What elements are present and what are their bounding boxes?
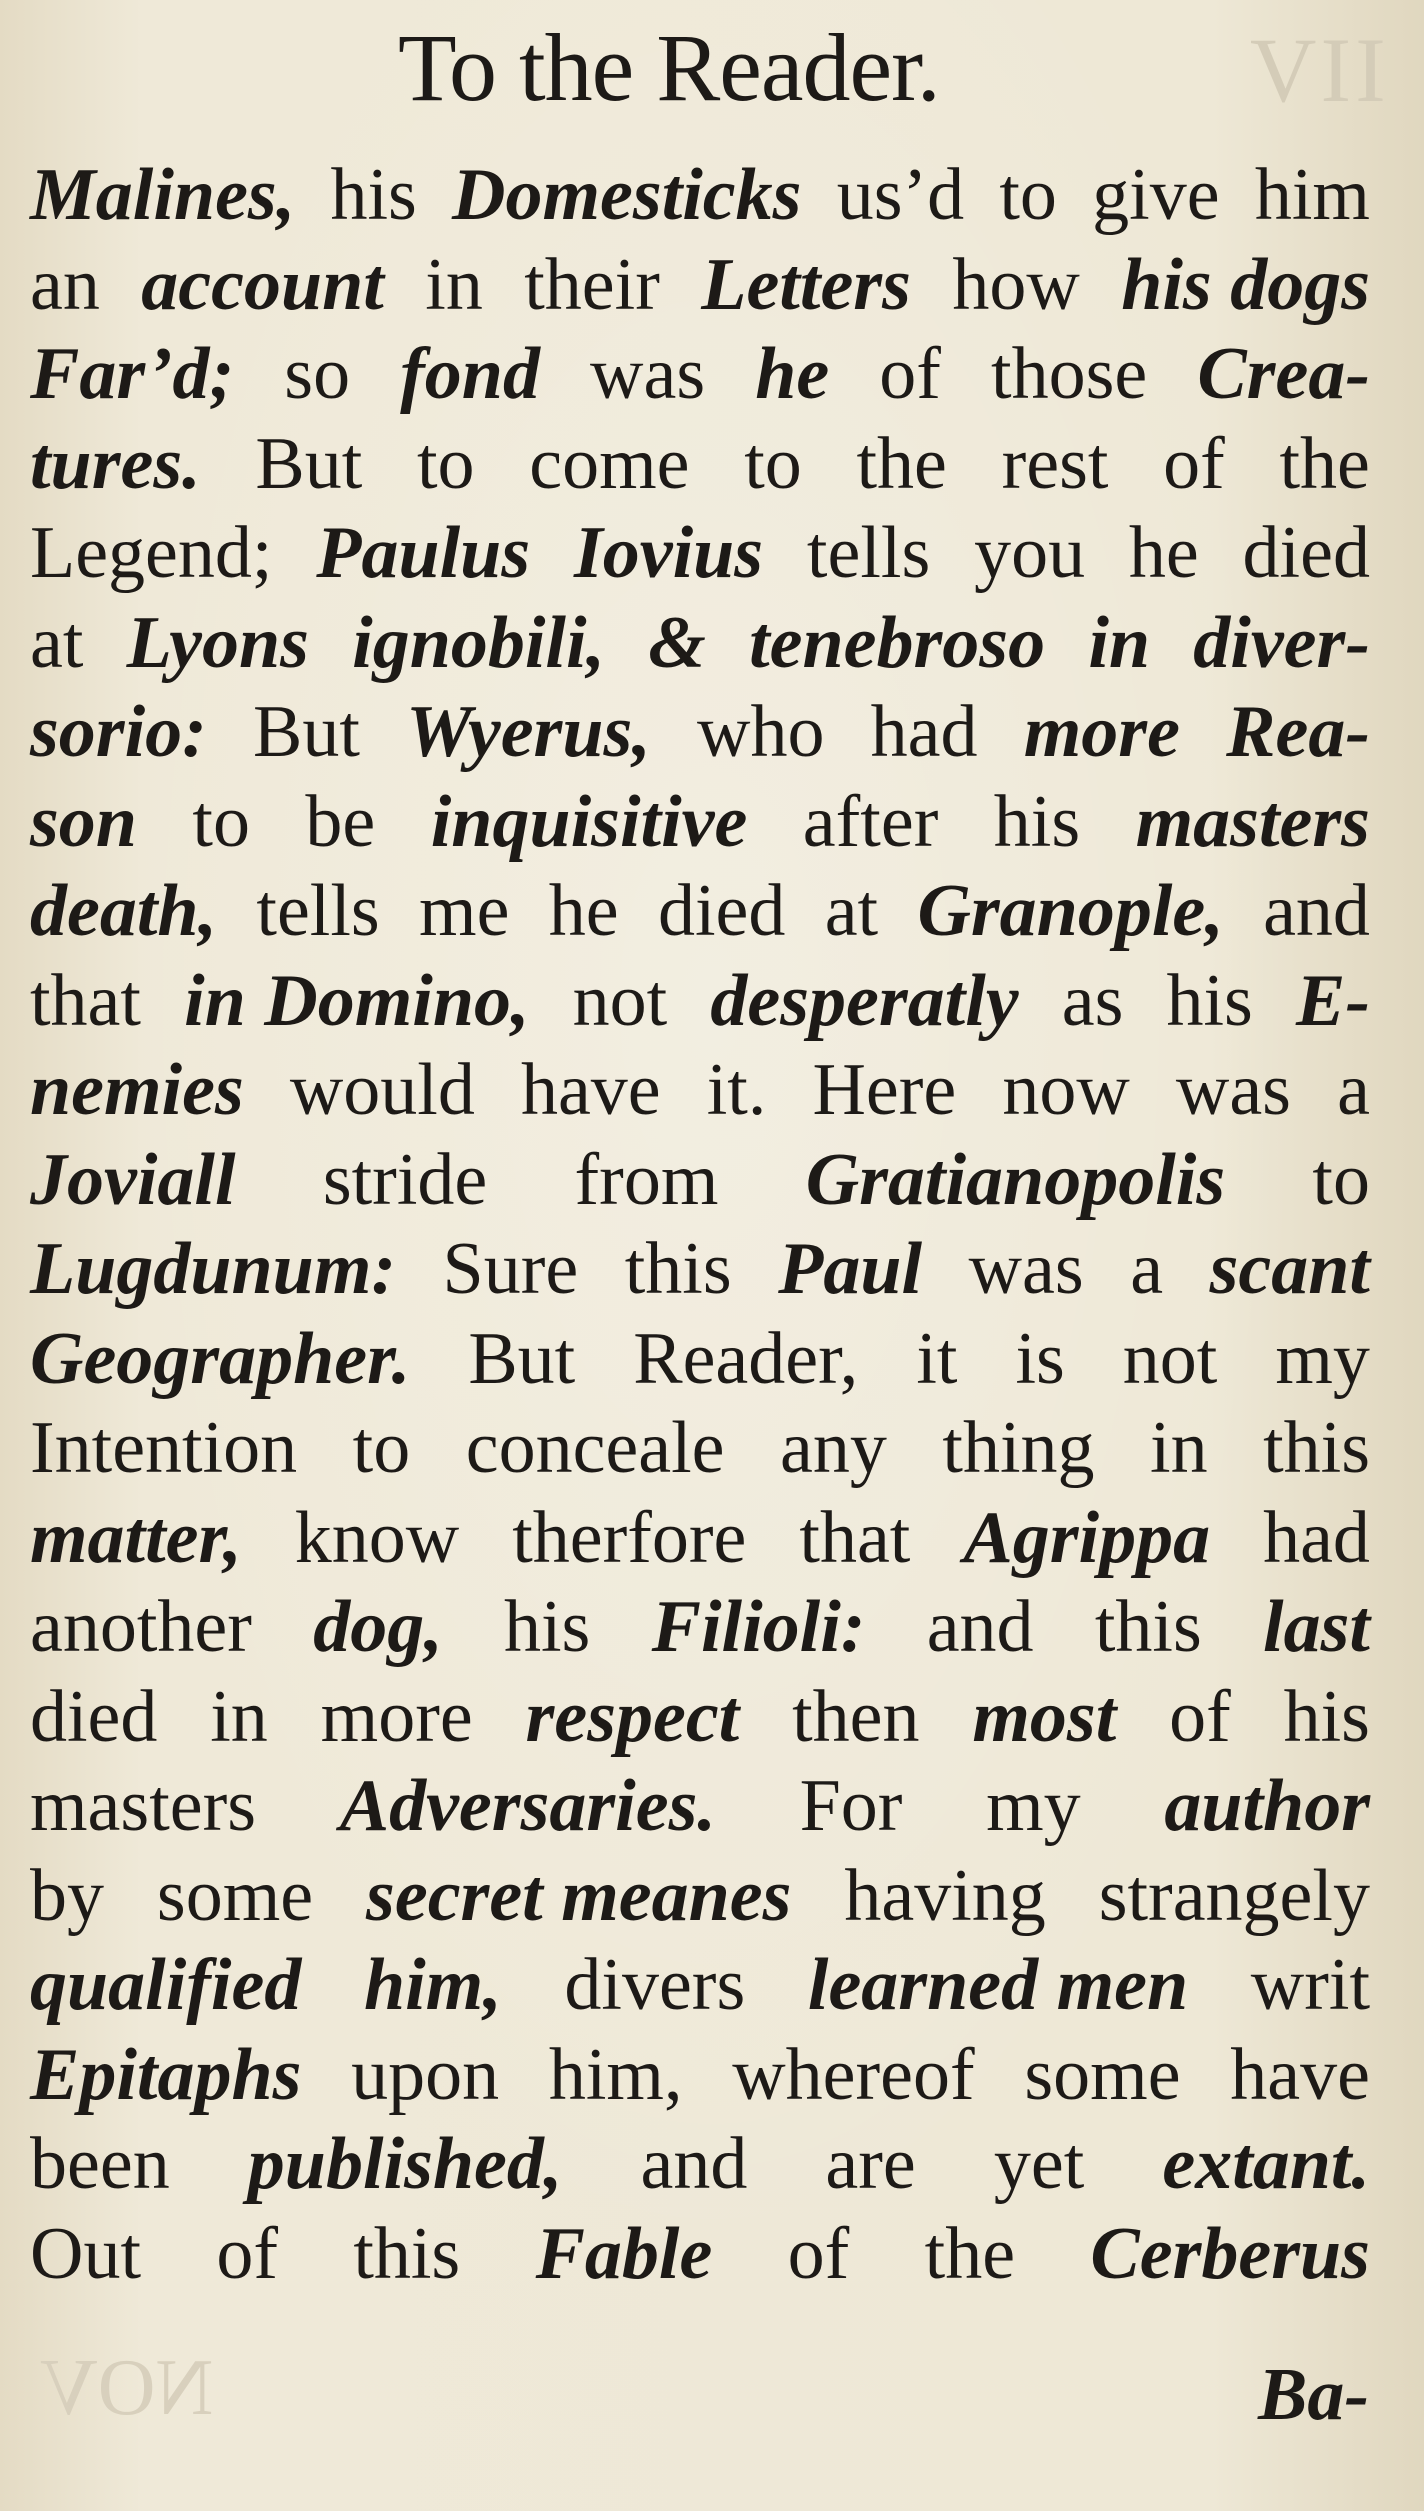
word: that bbox=[30, 960, 141, 1042]
italic-word: sorio: bbox=[30, 691, 207, 773]
text-line bbox=[30, 150, 1370, 240]
italic-word: inquisitive bbox=[430, 781, 748, 863]
word: some bbox=[156, 1855, 314, 1937]
word: having bbox=[844, 1855, 1046, 1937]
italic-word: Filioli: bbox=[651, 1586, 866, 1668]
word: But bbox=[468, 1318, 576, 1400]
text-line bbox=[30, 687, 1370, 777]
italic-word: Gratianopolis bbox=[805, 1139, 1226, 1221]
word: it bbox=[916, 1318, 958, 1400]
text-line bbox=[30, 1314, 1370, 1404]
word: Here bbox=[812, 1049, 957, 1131]
word: to bbox=[192, 781, 250, 863]
word: strangely bbox=[1098, 1855, 1370, 1937]
word: some bbox=[1024, 2034, 1181, 2116]
word: us’d bbox=[836, 154, 965, 236]
word: was bbox=[1175, 1049, 1291, 1131]
italic-word: Granople, bbox=[917, 870, 1224, 952]
word: Legend; bbox=[30, 512, 273, 594]
word: his bbox=[993, 781, 1081, 863]
text-line bbox=[30, 1851, 1370, 1941]
italic-word: in Domino, bbox=[184, 960, 530, 1042]
text-line bbox=[30, 508, 1370, 598]
word: Intention bbox=[30, 1407, 298, 1489]
word: him, bbox=[548, 2034, 683, 2116]
text-line bbox=[30, 1672, 1370, 1762]
italic-word: dog, bbox=[313, 1586, 443, 1668]
italic-word: Paulus bbox=[316, 512, 531, 594]
text-line bbox=[30, 1582, 1370, 1672]
word: as bbox=[1061, 960, 1124, 1042]
catchword: Ba- bbox=[1258, 2354, 1369, 2436]
word: tells bbox=[256, 870, 380, 952]
italic-word: Letters bbox=[701, 244, 911, 326]
word: For bbox=[799, 1765, 903, 1847]
italic-word: Agrippa bbox=[963, 1497, 1211, 1579]
word: the bbox=[924, 2213, 1016, 2295]
word: yet bbox=[993, 2123, 1085, 2205]
text-line bbox=[30, 2209, 1370, 2299]
word: upon bbox=[351, 2034, 500, 2116]
word: have bbox=[1230, 2034, 1370, 2116]
text-line bbox=[30, 1403, 1370, 1493]
word: have bbox=[520, 1049, 661, 1131]
italic-word: Wyerus, bbox=[406, 691, 651, 773]
word: his bbox=[1166, 960, 1253, 1042]
word: in bbox=[425, 244, 483, 326]
italic-word: last bbox=[1263, 1586, 1370, 1668]
word: of bbox=[1169, 1676, 1231, 1758]
italic-word: Far’d; bbox=[30, 333, 235, 415]
italic-word: Iovius bbox=[573, 512, 764, 594]
text-line bbox=[30, 1493, 1370, 1583]
text-line bbox=[30, 1045, 1370, 1135]
italic-word: nemies bbox=[30, 1049, 244, 1131]
word: died bbox=[657, 870, 786, 952]
text-line bbox=[30, 2030, 1370, 2120]
italic-word: Fable bbox=[535, 2213, 713, 2295]
italic-word: most bbox=[972, 1676, 1117, 1758]
word: you bbox=[974, 512, 1086, 594]
word: and bbox=[1263, 870, 1370, 952]
word: tells bbox=[806, 512, 931, 594]
word: me bbox=[419, 870, 510, 952]
word: therfore bbox=[512, 1497, 747, 1579]
italic-word: Cerberus bbox=[1090, 2213, 1370, 2295]
italic-word: Paul bbox=[778, 1228, 923, 1310]
text-line bbox=[30, 1135, 1370, 1225]
word: But bbox=[253, 691, 360, 773]
folio-page-number: VII bbox=[1250, 19, 1390, 121]
word: it. bbox=[706, 1049, 767, 1131]
text-line bbox=[30, 956, 1370, 1046]
text-line bbox=[30, 2119, 1370, 2209]
italic-word: Malines, bbox=[30, 154, 296, 236]
italic-word: Adversaries. bbox=[339, 1765, 716, 1847]
italic-word: Crea- bbox=[1197, 333, 1370, 415]
text-line bbox=[30, 1224, 1370, 1314]
bleed-through-text: NOV bbox=[40, 2344, 214, 2432]
word: of bbox=[787, 2213, 850, 2295]
word: rest bbox=[1001, 423, 1109, 505]
italic-word: in bbox=[1088, 602, 1151, 684]
word: a bbox=[1337, 1049, 1370, 1131]
word: know bbox=[294, 1497, 460, 1579]
word: thing bbox=[942, 1407, 1095, 1489]
word: give bbox=[1092, 154, 1220, 236]
word: to bbox=[416, 423, 475, 505]
text-line bbox=[30, 240, 1370, 330]
word: of bbox=[216, 2213, 278, 2295]
word: any bbox=[780, 1407, 887, 1489]
italic-word: masters bbox=[1135, 781, 1370, 863]
text-line bbox=[30, 598, 1370, 688]
word: to bbox=[352, 1407, 411, 1489]
word: in bbox=[1150, 1407, 1208, 1489]
text-line bbox=[30, 777, 1370, 867]
text-line bbox=[30, 329, 1370, 419]
word: died bbox=[1242, 512, 1370, 594]
word: and bbox=[640, 2123, 748, 2205]
word: of bbox=[879, 333, 941, 415]
italic-word: E- bbox=[1295, 960, 1370, 1042]
italic-word: him, bbox=[363, 1944, 502, 2026]
italic-word: ignobili, bbox=[352, 602, 606, 684]
word: had bbox=[1263, 1497, 1370, 1579]
word: to bbox=[744, 423, 802, 505]
word: is bbox=[1015, 1318, 1065, 1400]
word: and bbox=[926, 1586, 1034, 1668]
word: that bbox=[799, 1497, 911, 1579]
word: Out bbox=[30, 2213, 141, 2295]
italic-word: Epitaphs bbox=[30, 2034, 302, 2116]
italic-word: account bbox=[141, 244, 384, 326]
word: to bbox=[999, 154, 1057, 236]
italic-word: Geographer. bbox=[30, 1318, 411, 1400]
italic-word: author bbox=[1164, 1765, 1370, 1847]
italic-word: death, bbox=[30, 870, 218, 952]
word: come bbox=[529, 423, 690, 505]
word: the bbox=[856, 423, 947, 505]
italic-word: & bbox=[648, 602, 706, 684]
word: he bbox=[548, 870, 619, 952]
word: at bbox=[30, 602, 84, 684]
word: been bbox=[30, 2123, 170, 2205]
word: he bbox=[1128, 512, 1199, 594]
word: my bbox=[1275, 1318, 1370, 1400]
word: this bbox=[353, 2213, 461, 2295]
word: But bbox=[255, 423, 363, 505]
word: his bbox=[330, 154, 417, 236]
word: at bbox=[824, 870, 879, 952]
text-line bbox=[30, 1761, 1370, 1851]
italic-word: desperatly bbox=[710, 960, 1019, 1042]
italic-word: he bbox=[755, 333, 830, 415]
word: masters bbox=[30, 1765, 257, 1847]
italic-word: extant. bbox=[1162, 2123, 1370, 2205]
italic-word: diver- bbox=[1193, 602, 1370, 684]
word: a bbox=[1130, 1228, 1164, 1310]
word: then bbox=[792, 1676, 920, 1758]
word: was bbox=[590, 333, 706, 415]
word: of bbox=[1163, 423, 1225, 505]
word: would bbox=[289, 1049, 475, 1131]
text-line bbox=[30, 419, 1370, 509]
word: my bbox=[986, 1765, 1081, 1847]
word: not bbox=[1122, 1318, 1218, 1400]
word: his bbox=[1283, 1676, 1370, 1758]
word: an bbox=[30, 244, 100, 326]
word: after bbox=[802, 781, 939, 863]
text-line bbox=[30, 1940, 1370, 2030]
word: who bbox=[697, 691, 825, 773]
italic-word: scant bbox=[1209, 1228, 1370, 1310]
word: died bbox=[30, 1676, 158, 1758]
word: in bbox=[210, 1676, 268, 1758]
word: his bbox=[503, 1586, 591, 1668]
word: had bbox=[870, 691, 978, 773]
italic-word: Domesticks bbox=[452, 154, 802, 236]
italic-word: his dogs bbox=[1121, 244, 1370, 326]
word: be bbox=[305, 781, 376, 863]
word: their bbox=[524, 244, 660, 326]
word: now bbox=[1002, 1049, 1130, 1131]
word: this bbox=[624, 1228, 732, 1310]
italic-word: respect bbox=[525, 1676, 740, 1758]
italic-word: Lyons bbox=[126, 602, 309, 684]
italic-word: son bbox=[30, 781, 137, 863]
italic-word: tures. bbox=[30, 423, 201, 505]
word: so bbox=[284, 333, 351, 415]
word: writ bbox=[1250, 1944, 1370, 2026]
word: another bbox=[30, 1586, 252, 1668]
word: whereof bbox=[732, 2034, 975, 2116]
word: this bbox=[1263, 1407, 1370, 1489]
running-head: To the Reader. bbox=[398, 14, 940, 121]
word: to bbox=[1312, 1139, 1370, 1221]
page-header bbox=[0, 8, 1424, 158]
word: more bbox=[320, 1676, 473, 1758]
italic-word: Lugdunum: bbox=[30, 1228, 397, 1310]
word: conceale bbox=[465, 1407, 725, 1489]
word: Sure bbox=[442, 1228, 579, 1310]
word: was bbox=[968, 1228, 1084, 1310]
word: this bbox=[1094, 1586, 1202, 1668]
word: divers bbox=[564, 1944, 746, 2026]
word: not bbox=[572, 960, 668, 1042]
italic-word: matter, bbox=[30, 1497, 242, 1579]
italic-word: qualified bbox=[30, 1944, 302, 2026]
italic-word: secret meanes bbox=[366, 1855, 792, 1937]
italic-word: tenebroso bbox=[749, 602, 1046, 684]
italic-word: more bbox=[1023, 691, 1180, 773]
word: the bbox=[1279, 423, 1370, 505]
word: how bbox=[952, 244, 1080, 326]
word: him bbox=[1254, 154, 1370, 236]
word: stride bbox=[322, 1139, 488, 1221]
italic-word: learned men bbox=[807, 1944, 1189, 2026]
word: Reader, bbox=[633, 1318, 859, 1400]
italic-word: published, bbox=[247, 2123, 563, 2205]
word: those bbox=[991, 333, 1148, 415]
word: from bbox=[574, 1139, 719, 1221]
italic-word: fond bbox=[400, 333, 540, 415]
word: by bbox=[30, 1855, 104, 1937]
italic-word: Rea- bbox=[1226, 691, 1370, 773]
text-line bbox=[30, 866, 1370, 956]
word: are bbox=[825, 2123, 916, 2205]
italic-word: Joviall bbox=[30, 1139, 236, 1221]
